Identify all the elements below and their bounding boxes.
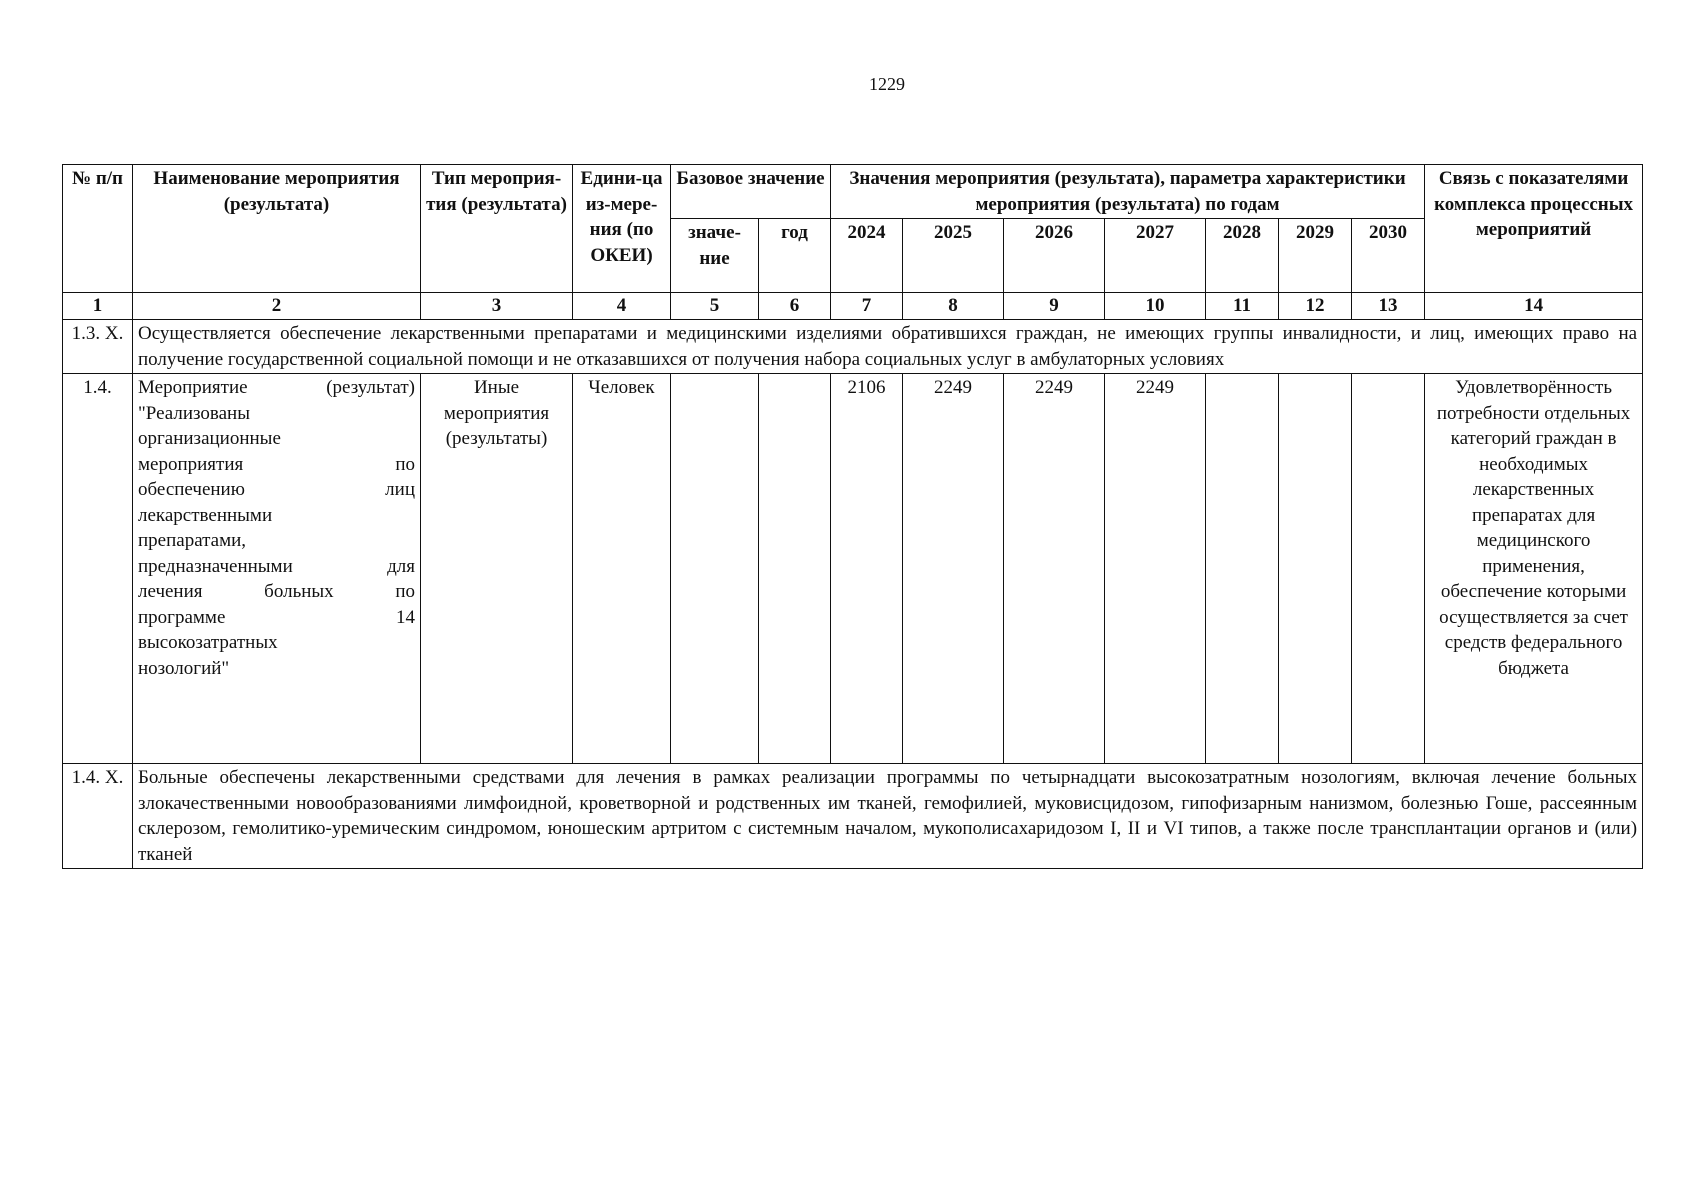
table-row [63,764,1643,869]
row-number: 1.3. Х. [63,320,133,374]
header-year-2029: 2029 [1279,219,1352,293]
header-base-year: год [759,219,831,293]
header-year-2025: 2025 [903,219,1004,293]
value-2027: 2249 [1105,374,1206,764]
header-link: Связь с показателями комплекса процессных мероприятий [1425,165,1643,293]
value-2028 [1206,374,1279,764]
measure-name-line: лечения больных по [138,581,415,602]
header-num: № п/п [63,165,133,293]
value-2024: 2106 [831,374,903,764]
column-number: 14 [1425,293,1643,320]
table-row [63,374,1643,764]
column-number: 3 [421,293,573,320]
measure-name-line: лекарственными [138,504,273,526]
indicator-link: Удовлетворённость потребности отдельных категорий граждан в необходимых лекарственных препаратах для медицинского применения, обеспечение которыми осуществляется за счет средств федерального бюджета [1425,374,1643,764]
base-year [759,374,831,764]
column-number: 12 [1279,293,1352,320]
base-value [671,374,759,764]
measure-name-line: организационные [138,428,281,449]
header-name: Наименование мероприятия (результата) [133,165,421,293]
column-number: 13 [1352,293,1425,320]
header-type: Тип мероприя-тия (результата) [421,165,573,293]
header-year-2026: 2026 [1004,219,1105,293]
measure-unit: Человек [573,374,671,764]
header-base: Базовое значение [671,165,831,219]
measure-name-line: мероприятия по [138,453,415,475]
measure-name-line: препаратами, [138,530,247,551]
measure-name-line: предназначенными для [138,555,415,577]
column-number: 1 [63,293,133,320]
header-unit: Едини-ца из-мере-ния (по ОКЕИ) [573,165,671,293]
column-number: 10 [1105,293,1206,320]
measure-type: Иные мероприятия (результаты) [421,374,573,764]
measure-name-line: программе 14 [138,606,415,628]
column-number-row [63,293,1643,320]
column-number: 11 [1206,293,1279,320]
header-year-2027: 2027 [1105,219,1206,293]
value-2030 [1352,374,1425,764]
measure-name [133,374,421,764]
column-number: 4 [573,293,671,320]
row-number: 1.4. [63,374,133,764]
measure-name-line: обеспечению лиц [138,479,415,500]
measure-name-line: нозологий" [138,657,230,679]
header-base-value: значе-ние [671,219,759,293]
measure-name-line: "Реализованы [138,402,250,424]
task-description: Осуществляется обеспечение лекарственными препаратами и медицинскими изделиями обратившихся граждан, не имеющих группы инвалидности, и лиц, имеющих право на получение государственной социальной помощи и не отказавшихся от получения набора социальных услуг в амбулаторных условиях [133,320,1643,374]
measures-table [62,164,1643,869]
value-2029 [1279,374,1352,764]
table-row [63,320,1643,374]
task-description: Больные обеспечены лекарственными средствами для лечения в рамках реализации программы по четырнадцати высокозатратным нозологиям, включая лечение больных злокачественными новообразованиями лимфоидной, кроветворной и родственных им тканей, гемофилией, муковисцидозом, гипофизарным нанизмом, болезнью Гоше, рассеянным склерозом, гемолитико-уремическим синдромом, юношеским артритом с системным началом, мукополисахаридозом I, II и VI типов, а также после трансплантации органов и (или) тканей [133,764,1643,869]
column-number: 9 [1004,293,1105,320]
header-values: Значения мероприятия (результата), параметра характеристики мероприятия (результата) по годам [831,165,1425,219]
row-number: 1.4. Х. [63,764,133,869]
column-number: 8 [903,293,1004,320]
header-row-1 [63,165,1643,219]
measure-name-line: Мероприятие (результат) [138,377,415,398]
measure-name-line: высокозатратных [138,632,278,653]
column-number: 7 [831,293,903,320]
page-number: 1229 [869,74,905,94]
column-number: 5 [671,293,759,320]
column-number: 6 [759,293,831,320]
column-number: 2 [133,293,421,320]
header-year-2030: 2030 [1352,219,1425,293]
header-year-2024: 2024 [831,219,903,293]
value-2025: 2249 [903,374,1004,764]
value-2026: 2249 [1004,374,1105,764]
header-year-2028: 2028 [1206,219,1279,293]
